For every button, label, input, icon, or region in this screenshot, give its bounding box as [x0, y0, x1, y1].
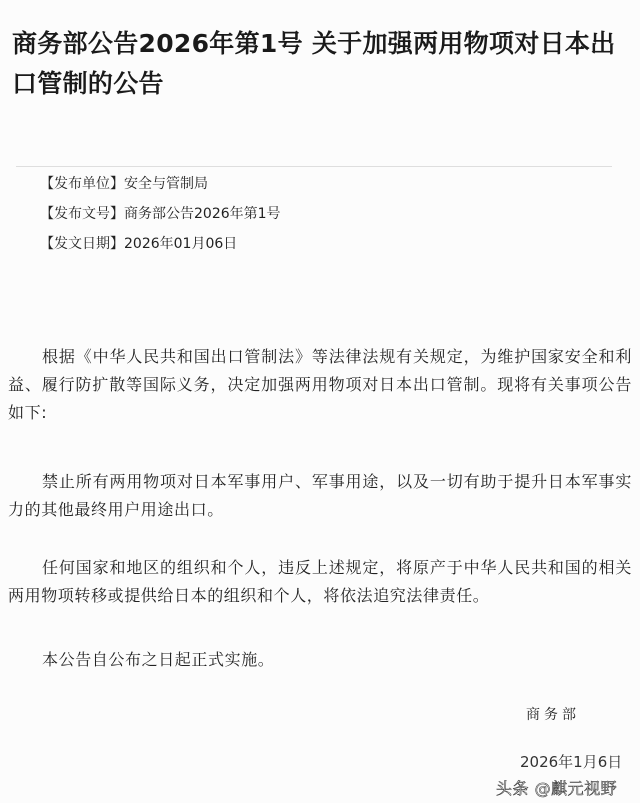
watermark: 头条 @麒元视野 [496, 779, 618, 798]
meta-doc-number [40, 203, 281, 223]
meta-publisher [40, 173, 208, 193]
divider [16, 166, 612, 167]
meta-label: 【发文日期】 [40, 236, 124, 252]
meta-label: 【发布单位】 [40, 176, 124, 192]
body-paragraph: 任何国家和地区的组织和个人，违反上述规定，将原产于中华人民共和国的相关两用物项转移或提供给日本的组织和个人，将依法追究法律责任。 [8, 558, 632, 605]
body-paragraph: 根据《中华人民共和国出口管制法》等法律法规有关规定，为维护国家安全和利益、履行防扩散等国际义务，决定加强两用物项对日本出口管制。现将有关事项公告如下: [8, 347, 632, 422]
signature-date: 2026年1月6日 [520, 753, 623, 771]
meta-value: 商务部公告2026年第1号 [124, 206, 281, 222]
body-paragraph: 本公告自公布之日起正式实施。 [42, 650, 275, 669]
meta-date [40, 233, 237, 253]
page-title: 商务部公告2026年第1号 关于加强两用物项对日本出口管制的公告 [12, 29, 616, 98]
meta-value: 安全与管制局 [124, 176, 208, 192]
meta-value: 2026年01月06日 [124, 236, 238, 252]
body-paragraph: 禁止所有两用物项对日本军事用户、军事用途，以及一切有助于提升日本军事实力的其他最终用户用途出口。 [8, 472, 632, 519]
signature: 商务部 [526, 707, 580, 723]
meta-label: 【发布文号】 [40, 206, 124, 222]
